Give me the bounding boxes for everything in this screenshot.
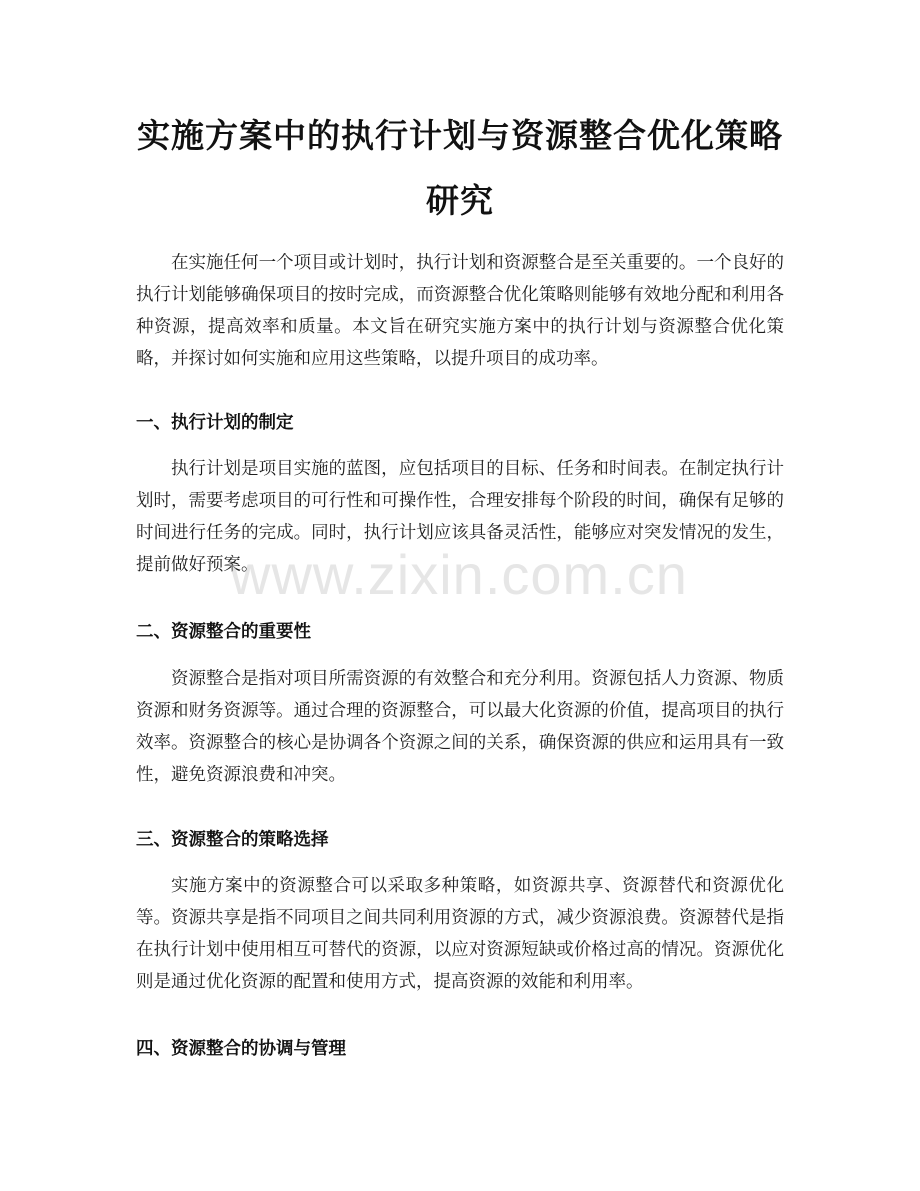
- document-title-line1: 实施方案中的执行计划与资源整合优化策略: [137, 116, 783, 155]
- section-heading-3: 三、资源整合的策略选择: [136, 830, 329, 850]
- section-body-3: 实施方案中的资源整合可以采取多种策略，如资源共享、资源替代和资源优化等。资源共享是指不同项目之间共同利用资源的方式，减少资源浪费。资源替代是指在执行计划中使用相互可替代的资源，以应对资源短缺或价格过高的情况。资源优化则是通过优化资源的配置和使用方式，提高资源的效能和利用率。: [136, 876, 784, 992]
- intro-paragraph: 在实施任何一个项目或计划时，执行计划和资源整合是至关重要的。一个良好的执行计划能够确保项目的按时完成，而资源整合优化策略则能够有效地分配和利用各种资源，提高效率和质量。本文旨在研究实施方案中的执行计划与资源整合优化策略，并探讨如何实施和应用这些策略，以提升项目的成功率。: [136, 253, 784, 369]
- watermark: www.zixin.com.cn: [230, 543, 688, 606]
- section-body-1: 执行计划是项目实施的蓝图，应包括项目的目标、任务和时间表。在制定执行计划时，需要考虑项目的可行性和可操作性，合理安排每个阶段的时间，确保有足够的时间进行任务的完成。同时，执行计划应该具备灵活性，能够应对突发情况的发生，提前做好预案。: [136, 459, 784, 575]
- document-title-line2: 研究: [426, 181, 494, 220]
- section-heading-4: 四、资源整合的协调与管理: [136, 1039, 346, 1059]
- section-body-2: 资源整合是指对项目所需资源的有效整合和充分利用。资源包括人力资源、物质资源和财务资源等。通过合理的资源整合，可以最大化资源的价值，提高项目的执行效率。资源整合的核心是协调各个资源之间的关系，确保资源的供应和运用具有一致性，避免资源浪费和冲突。: [136, 669, 784, 785]
- section-heading-1: 一、执行计划的制定: [136, 413, 294, 433]
- section-heading-2: 二、资源整合的重要性: [136, 622, 311, 642]
